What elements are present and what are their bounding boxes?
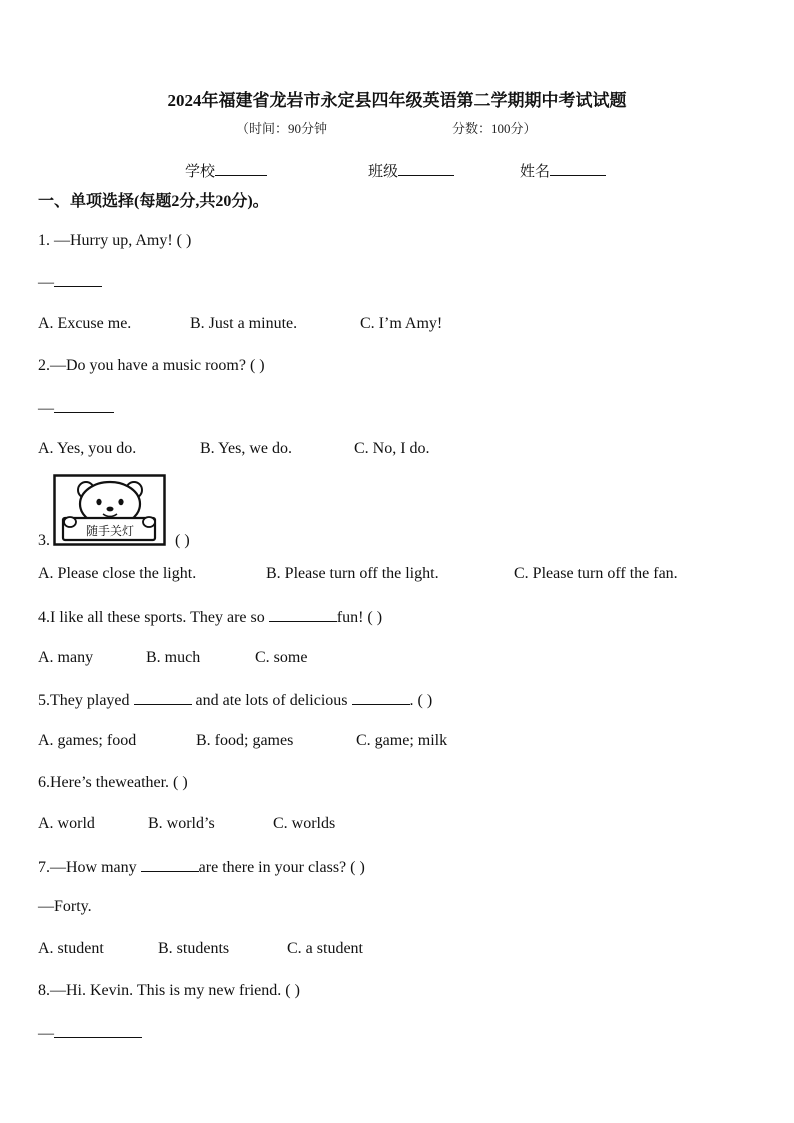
q3-option-c[interactable]: C. Please turn off the fan. xyxy=(514,565,678,582)
q5-option-a[interactable]: A. games; food xyxy=(38,732,137,749)
name-blank[interactable] xyxy=(550,161,606,176)
q2-option-c[interactable]: C. No, I do. xyxy=(354,440,430,457)
stem-part: 4.I like all these sports. They are so xyxy=(38,609,269,626)
q1-option-a[interactable]: A. Excuse me. xyxy=(38,315,132,332)
question-5-stem xyxy=(38,690,432,710)
answer-blank[interactable] xyxy=(54,398,114,413)
class-field[interactable] xyxy=(368,160,454,181)
school-label: 学校 xyxy=(185,164,216,180)
fill-blank[interactable] xyxy=(134,690,192,705)
answer-dash: — xyxy=(38,400,54,417)
answer-dash: — xyxy=(38,274,54,291)
question-7-reply: —Forty. xyxy=(38,898,92,915)
stem-part: fun! ( ) xyxy=(336,609,383,626)
q7-option-b[interactable]: B. students xyxy=(158,940,230,957)
q2-option-b[interactable]: B. Yes, we do. xyxy=(200,440,293,457)
q4-option-a[interactable]: A. many xyxy=(38,649,94,666)
stem-part: 7.—How many xyxy=(38,859,141,876)
q3-option-a[interactable]: A. Please close the light. xyxy=(38,565,197,582)
exam-score: 分数：100分） xyxy=(452,121,537,136)
question-4-stem xyxy=(38,607,382,627)
q4-option-c[interactable]: C. some xyxy=(255,649,308,666)
school-blank[interactable] xyxy=(215,161,267,176)
name-field[interactable] xyxy=(520,160,606,181)
answer-blank[interactable] xyxy=(54,1023,142,1038)
question-8-answer[interactable] xyxy=(38,1023,142,1043)
fill-blank[interactable] xyxy=(352,690,410,705)
question-1-stem: 1. —Hurry up, Amy! ( ) xyxy=(38,232,192,249)
class-blank[interactable] xyxy=(398,161,454,176)
question-1-answer[interactable] xyxy=(38,272,102,292)
section-heading: 一、单项选择(每题2分,共20分)。 xyxy=(38,193,269,210)
question-7-stem xyxy=(38,857,365,877)
question-2-answer[interactable] xyxy=(38,398,114,418)
q7-option-c[interactable]: C. a student xyxy=(287,940,363,957)
question-6-stem: 6.Here’s theweather. ( ) xyxy=(38,774,188,791)
question-2-stem: 2.—Do you have a music room? ( ) xyxy=(38,357,265,374)
question-3-number: 3. xyxy=(38,532,50,549)
q4-option-b[interactable]: B. much xyxy=(146,649,201,666)
q5-option-c[interactable]: C. game; milk xyxy=(356,732,448,749)
sign-text: 随手关灯 xyxy=(85,524,135,538)
fill-blank[interactable] xyxy=(141,857,199,872)
q2-option-a[interactable]: A. Yes, you do. xyxy=(38,440,137,457)
exam-time: （时间：90分钟 xyxy=(236,121,328,136)
fill-blank[interactable] xyxy=(269,607,337,622)
stem-part: are there in your class? ( ) xyxy=(198,859,365,876)
class-label: 班级 xyxy=(368,164,399,180)
school-field[interactable] xyxy=(185,160,267,181)
page-title: 2024年福建省龙岩市永定县四年级英语第二学期期中考试试题 xyxy=(167,91,627,110)
q7-option-a[interactable]: A. student xyxy=(38,940,104,957)
question-3-paren: ( ) xyxy=(175,532,190,549)
answer-dash: — xyxy=(38,1025,54,1042)
stem-part: and ate lots of delicious xyxy=(191,692,352,709)
q1-option-b[interactable]: B. Just a minute. xyxy=(190,315,298,332)
stem-part: 5.They played xyxy=(38,692,134,709)
q6-option-a[interactable]: A. world xyxy=(38,815,95,832)
q6-option-b[interactable]: B. world’s xyxy=(148,815,215,832)
question-8-stem: 8.—Hi. Kevin. This is my new friend. ( ) xyxy=(38,982,300,999)
q5-option-b[interactable]: B. food; games xyxy=(196,732,294,749)
name-label: 姓名 xyxy=(520,164,551,180)
turn-off-light-sign-image xyxy=(53,474,166,546)
bear-sign-icon xyxy=(53,474,166,546)
answer-blank[interactable] xyxy=(54,272,102,287)
stem-part: . ( ) xyxy=(409,692,433,709)
q1-option-c[interactable]: C. I’m Amy! xyxy=(360,315,443,332)
q6-option-c[interactable]: C. worlds xyxy=(273,815,336,832)
q3-option-b[interactable]: B. Please turn off the light. xyxy=(266,565,439,582)
